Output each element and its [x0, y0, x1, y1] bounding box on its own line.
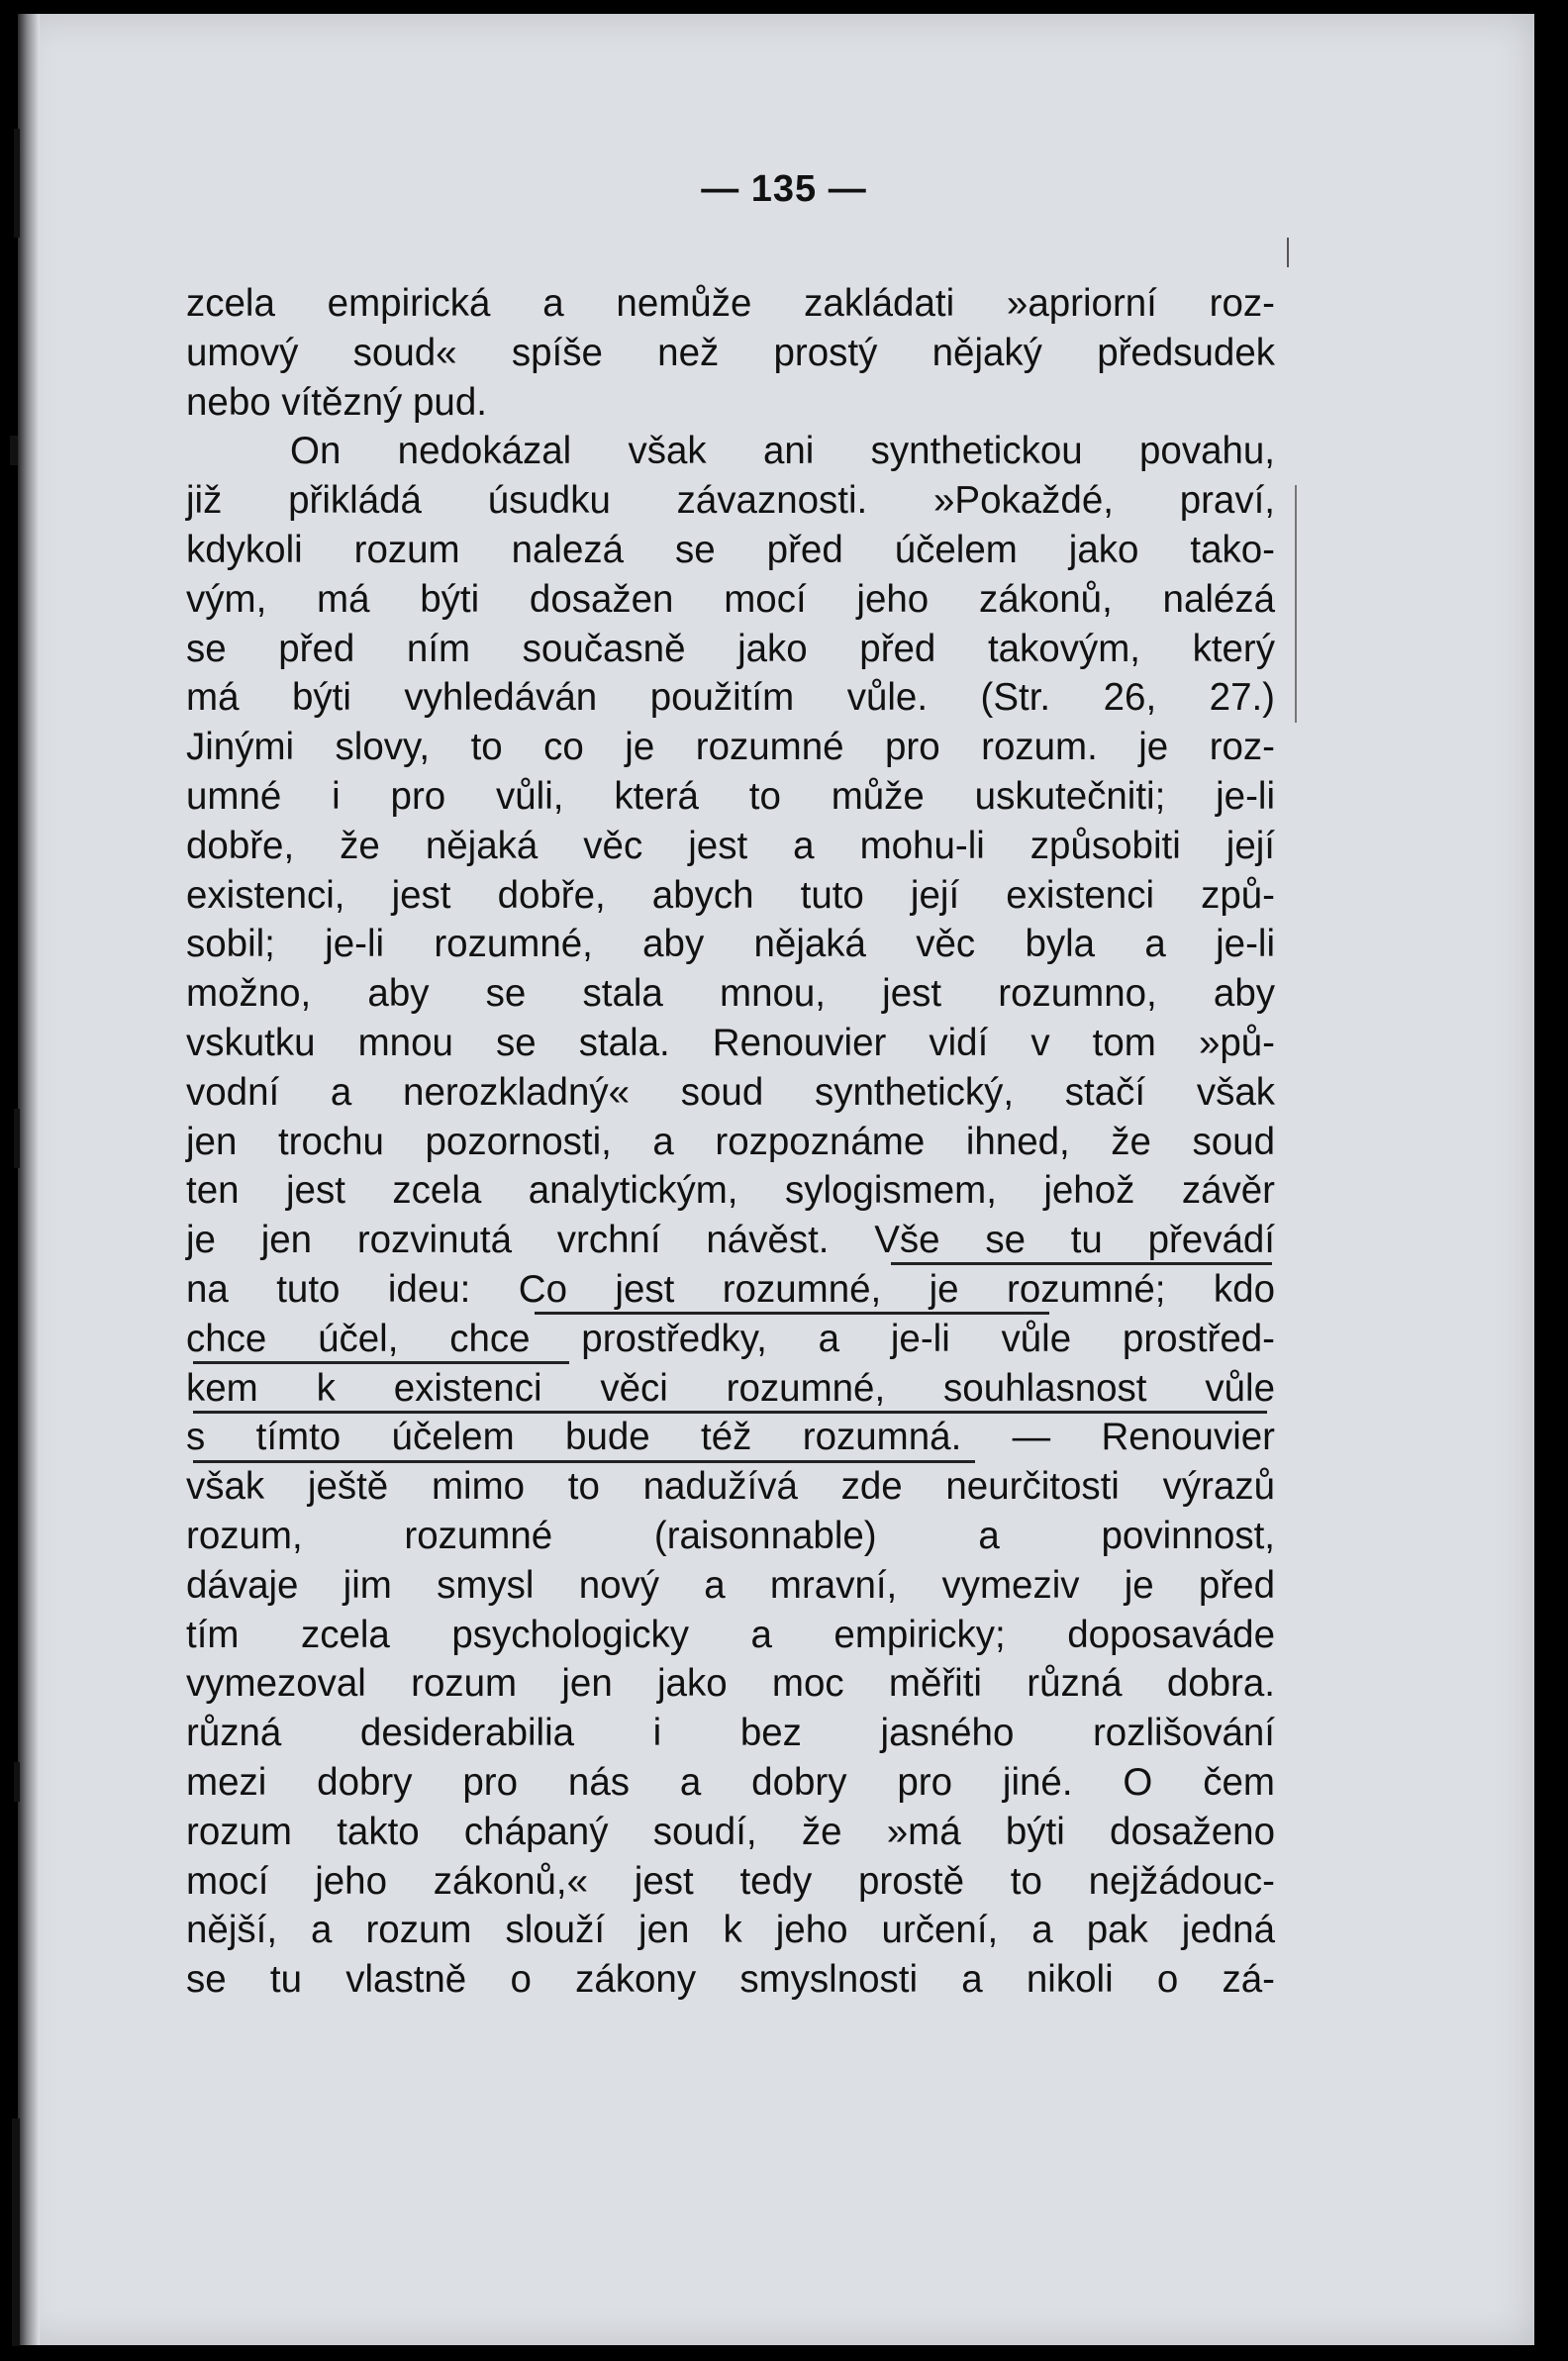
- page-binding-edge: [18, 14, 40, 2345]
- pencil-underline: [891, 1262, 1272, 1265]
- text-line: je jen rozvinutá vrchní návěst. Vše se tu převádí: [186, 1219, 1275, 1262]
- text-line: Jinými slovy, to co je rozumné pro rozum. je roz-: [186, 726, 1275, 769]
- text-line: na tuto ideu: Co jest rozumné, je rozumné; kdo: [186, 1267, 1275, 1311]
- text-line: vskutku mnou se stala. Renouvier vidí v tom »pů-: [186, 1021, 1275, 1064]
- text-line: existenci, jest dobře, abych tuto její existenci způ-: [186, 873, 1275, 917]
- text-line: mezi dobry pro nás a dobry pro jiné. O čem: [186, 1760, 1275, 1804]
- margin-mark: [10, 436, 18, 465]
- text-line: různá desiderabilia i bez jasného rozlišování: [186, 1712, 1275, 1755]
- text-line: vymezoval rozum jen jako moc měřiti různá dobra.: [186, 1662, 1275, 1706]
- text-line: již přikládá úsudku závaznosti. »Pokaždé, praví,: [186, 479, 1275, 523]
- text-line: chce účel, chce prostředky, a je-li vůle prostřed-: [186, 1317, 1275, 1360]
- text-line: vým, má býti dosažen mocí jeho zákonů, nalézá: [186, 577, 1275, 621]
- pencil-underline: [193, 1460, 975, 1463]
- text-line: zcela empirická a nemůže zakládati »apriorní roz-: [186, 282, 1275, 325]
- pencil-underline: [193, 1361, 569, 1364]
- text-line: se tu vlastně o zákony smyslnosti a nikoli o zá-: [186, 1958, 1275, 2002]
- text-line: jen trochu pozornosti, a rozpoznáme ihned, že soud: [186, 1120, 1275, 1163]
- pencil-underline: [193, 1411, 1267, 1414]
- text-line: rozum takto chápaný soudí, že »má býti dosaženo: [186, 1810, 1275, 1853]
- page-body-text: [186, 279, 1275, 2005]
- text-line: se před ním současně jako před takovým, který: [186, 627, 1275, 670]
- text-line: nebo vítězný pud.: [186, 380, 487, 424]
- text-line: ten jest zcela analytickým, sylogismem, jehož závěr: [186, 1169, 1275, 1213]
- text-line: tím zcela psychologicky a empiricky; doposaváde: [186, 1613, 1275, 1656]
- text-line: kem k existenci věci rozumné, souhlasnost vůle: [186, 1366, 1275, 1410]
- margin-mark: [14, 1762, 20, 1802]
- text-line: nější, a rozum slouží jen k jeho určení, a pak jedná: [186, 1909, 1275, 1952]
- text-line: možno, aby se stala mnou, jest rozumno, aby: [186, 972, 1275, 1016]
- margin-mark: [14, 1109, 20, 1168]
- text-line: rozum, rozumné (raisonnable) a povinnost,: [186, 1514, 1275, 1557]
- text-line: však ještě mimo to nadužívá zde neurčitosti výrazů: [186, 1465, 1275, 1509]
- text-line: On nedokázal však ani synthetickou povahu,: [290, 430, 1275, 473]
- text-line: má býti vyhledáván použitím vůle. (Str. 26, 27.): [186, 676, 1275, 720]
- pencil-underline: [535, 1312, 1049, 1315]
- page-number: — 135 —: [701, 168, 867, 210]
- text-line: umový soud« spíše než prostý nějaký předsudek: [186, 331, 1275, 374]
- text-line: umné i pro vůli, která to může uskutečniti; je-li: [186, 774, 1275, 818]
- text-line: dávaje jim smysl nový a mravní, vymeziv je před: [186, 1563, 1275, 1607]
- text-line: sobil; je-li rozumné, aby nějaká věc byla a je-li: [186, 923, 1275, 966]
- text-line: mocí jeho zákonů,« jest tedy prostě to nejžádouc-: [186, 1859, 1275, 1903]
- text-line: vodní a nerozkladný« soud synthetický, stačí však: [186, 1070, 1275, 1114]
- margin-mark: [1295, 485, 1297, 723]
- text-line: kdykoli rozum nalezá se před účelem jako tako-: [186, 528, 1275, 571]
- text-line: dobře, že nějaká věc jest a mohu-li způsobiti její: [186, 824, 1275, 867]
- text-line: s tímto účelem bude též rozumná. — Renouvier: [186, 1416, 1275, 1459]
- margin-mark: [12, 2118, 20, 2346]
- margin-mark: [1287, 238, 1289, 267]
